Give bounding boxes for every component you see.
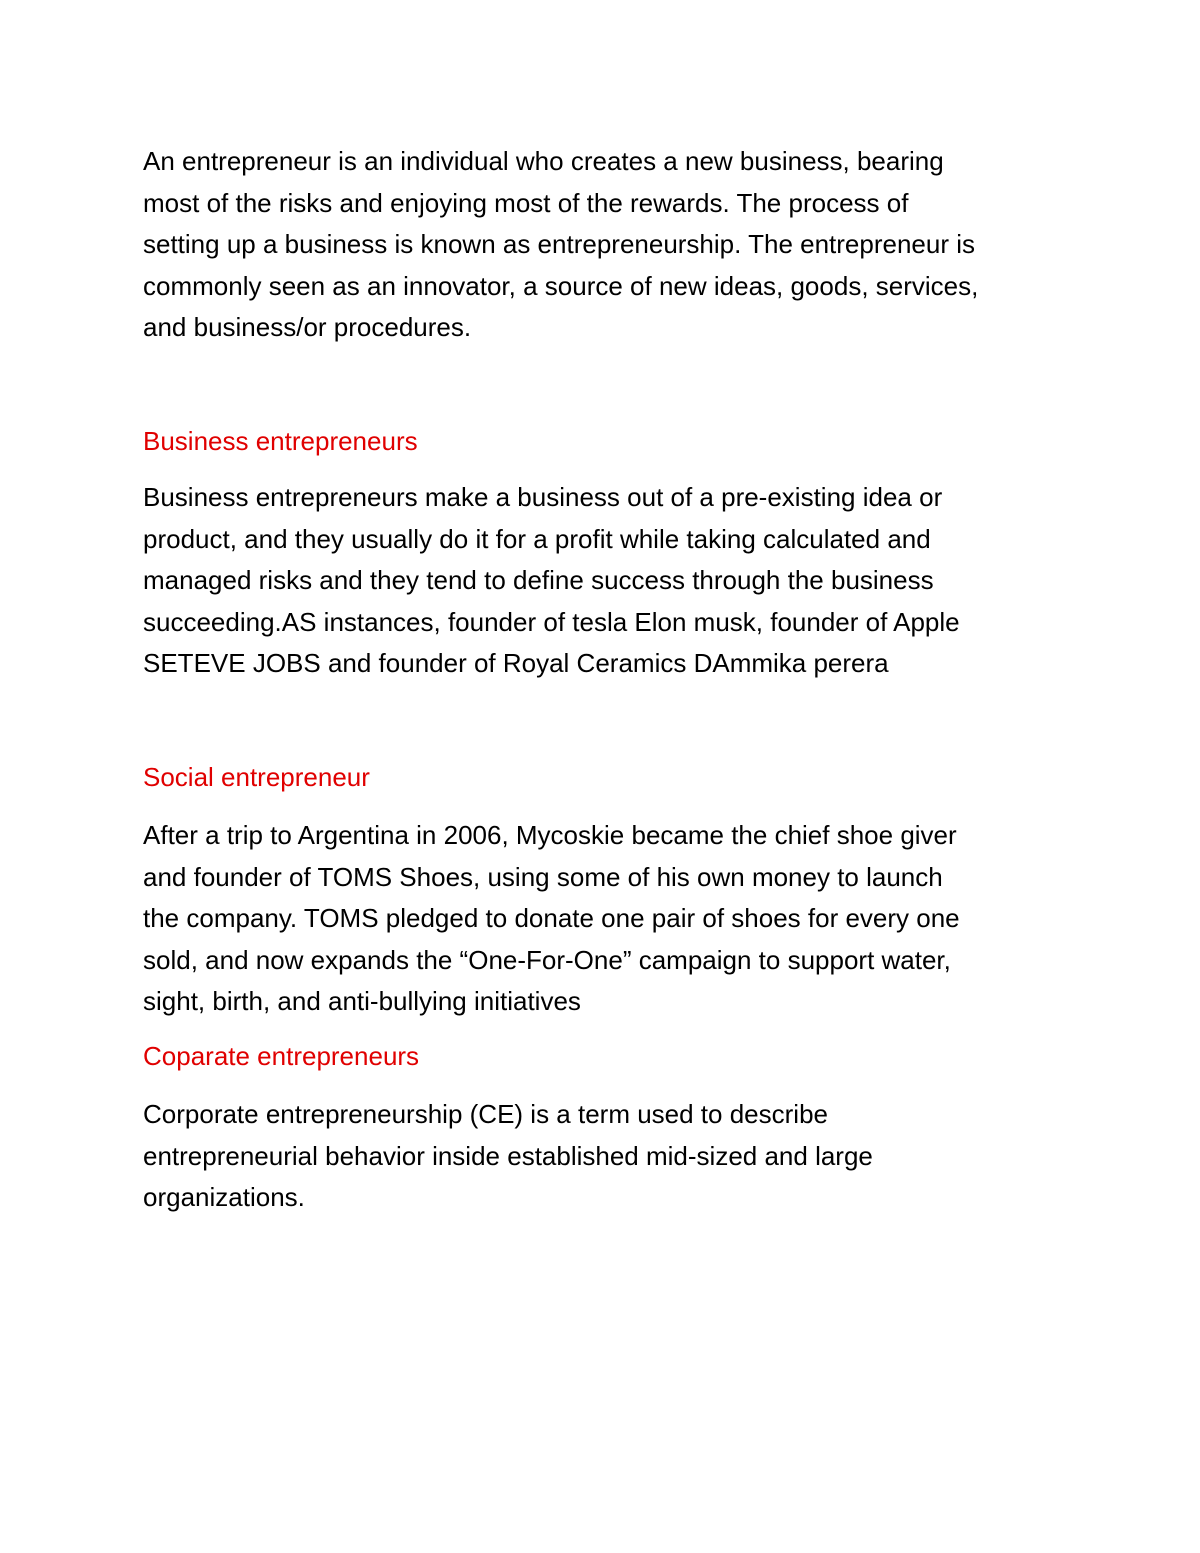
- section-heading-coparate-entrepreneurs: Coparate entrepreneurs: [143, 1041, 420, 1071]
- paragraph-line: organizations.: [143, 1182, 305, 1212]
- paragraph-line: entrepreneurial behavior inside established mid-sized and large: [143, 1140, 873, 1171]
- paragraph-line: most of the risks and enjoying most of the rewards. The process of: [143, 187, 909, 218]
- paragraph-line: sight, birth, and anti-bullying initiatives: [143, 986, 581, 1016]
- business-entrepreneurs-paragraph: [143, 477, 960, 685]
- paragraph-line: SETEVE JOBS and founder of Royal Ceramics DAmmika perera: [143, 648, 889, 678]
- paragraph-line: sold, and now expands the “One-For-One” campaign to support water,: [143, 944, 951, 975]
- paragraph-line: and founder of TOMS Shoes, using some of his own money to launch: [143, 861, 943, 892]
- paragraph-line: An entrepreneur is an individual who creates a new business, bearing: [143, 146, 944, 176]
- coparate-entrepreneurs-paragraph: [143, 1094, 873, 1219]
- paragraph-line: the company. TOMS pledged to donate one pair of shoes for every one: [143, 903, 960, 933]
- paragraph-line: managed risks and they tend to define success through the business: [143, 565, 934, 595]
- paragraph-line: Corporate entrepreneurship (CE) is a term used to describe: [143, 1099, 828, 1129]
- paragraph-line: setting up a business is known as entrepreneurship. The entrepreneur is: [143, 229, 976, 259]
- section-heading-social-entrepreneur: Social entrepreneur: [143, 762, 370, 792]
- paragraph-line: succeeding.AS instances, founder of tesla Elon musk, founder of Apple: [143, 606, 960, 637]
- paragraph-line: Business entrepreneurs make a business out of a pre-existing idea or: [143, 482, 943, 512]
- paragraph-line: commonly seen as an innovator, a source of new ideas, goods, services,: [143, 270, 979, 301]
- section-heading-business-entrepreneurs: Business entrepreneurs: [143, 426, 418, 456]
- intro-paragraph: [143, 141, 978, 349]
- paragraph-line: After a trip to Argentina in 2006, Mycoskie became the chief shoe giver: [143, 820, 957, 850]
- paragraph-line: product, and they usually do it for a profit while taking calculated and: [143, 523, 931, 554]
- paragraph-line: and business/or procedures.: [143, 312, 472, 342]
- social-entrepreneur-paragraph: [143, 815, 960, 1023]
